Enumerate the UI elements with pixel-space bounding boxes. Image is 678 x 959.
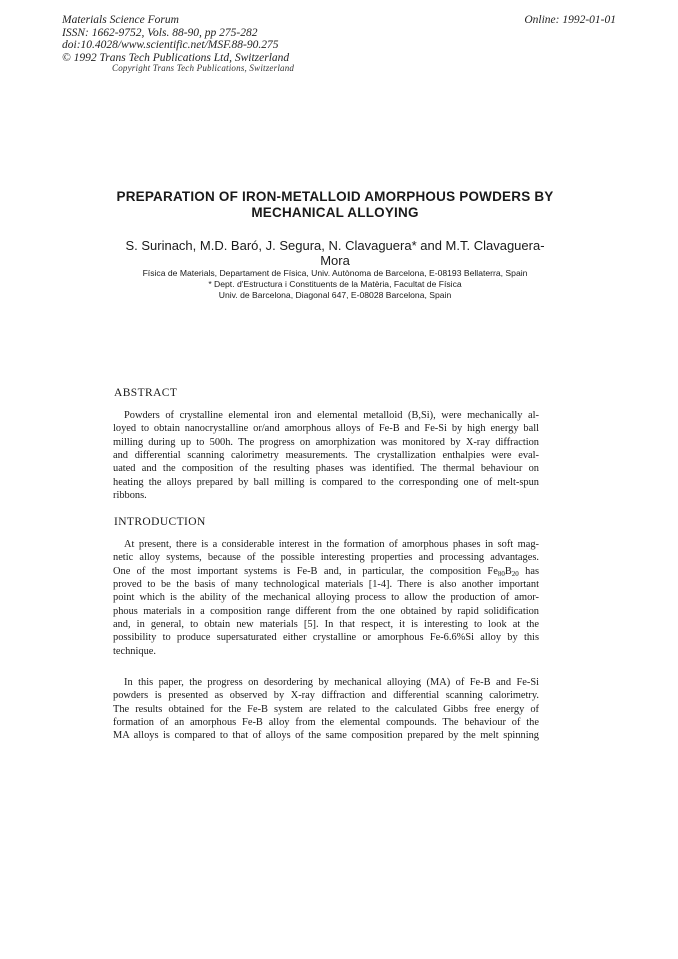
issn-line: ISSN: 1662-9752, Vols. 88-90, pp 275-282	[62, 26, 258, 39]
text-line: loyed to obtain nanocrystalline or/and amorphous alloys of Fe-B and Fe-Si by high energy ball	[113, 423, 539, 435]
text-line: phous materials in a composition range different from the one obtained by rapid solidification	[113, 605, 539, 617]
title-line: MECHANICAL ALLOYING	[251, 205, 419, 220]
text-line: heating the alloys prepared by ball milling is compared to the corresponding one of melt-spun	[113, 476, 539, 488]
paper-title	[110, 189, 560, 221]
text-line: formation of an amorphous Fe-B alloy from the elemental compounds. The behaviour of the	[113, 717, 539, 729]
online-date: Online: 1992-01-01	[524, 14, 616, 26]
text-line: possibility to produce supersaturated either crystalline or amorphous Fe-6.6%Si alloy by this	[113, 632, 539, 644]
authors-line: S. Surinach, M.D. Baró, J. Segura, N. Clavaguera* and M.T. Clavaguera-	[125, 238, 545, 253]
text-line: powders is presented as observed by X-ray diffraction and differential scanning calorimetry.	[113, 690, 539, 702]
affiliation-line: * Dept. d'Estructura i Constituents de la Matèria, Facultat de Física	[208, 279, 462, 289]
journal-name: Materials Science Forum	[62, 14, 179, 26]
text-line: proved to be the basis of many technological materials [1-4]. There is also another important	[113, 579, 539, 591]
doi-line[interactable]: doi:10.4028/www.scientific.net/MSF.88-90.275	[62, 39, 279, 52]
boron-symbol: B	[504, 565, 512, 577]
paper-authors	[110, 238, 560, 268]
introduction-heading: INTRODUCTION	[114, 516, 206, 528]
title-line: PREPARATION OF IRON-METALLOID AMORPHOUS POWDERS BY	[116, 189, 554, 204]
text-line-with-formula	[113, 565, 539, 578]
abstract-heading: ABSTRACT	[114, 387, 178, 399]
text-line: The results obtained for the Fe-B system are related to the calculated Gibbs free energy of	[113, 703, 539, 715]
journal-header	[62, 14, 289, 64]
authors-line: Mora	[320, 253, 350, 268]
affiliation-line: Física de Materials, Departament de Física, Univ. Autònoma de Barcelona, E-08193 Bellaterra, Spain	[142, 268, 528, 278]
text-line: point which is the ability of the mechanical alloying process to allow the production of amor-	[113, 592, 539, 604]
text-line: and differential scanning calorimetry measurements. The crystallization enthalpies were eval-	[113, 450, 539, 462]
text-line: netic alloy systems, because of the possible interesting properties and processing advantages.	[113, 552, 539, 564]
formula-suffix-text: has	[518, 565, 539, 577]
copyright-line: © 1992 Trans Tech Publications Ltd, Switzerland	[62, 51, 290, 64]
text-line: uated and the composition of the resulting phases was identified. The thermal behaviour on	[113, 463, 539, 475]
text-line: milling during up to 500h. The progress on amorphization was monitored by X-ray diffraction	[113, 436, 539, 448]
text-line: technique.	[113, 645, 156, 657]
fe-subscript: 80	[497, 569, 505, 578]
introduction-paragraph-2	[113, 676, 539, 743]
text-line: Powders of crystalline elemental iron and elemental metalloid (B,Si), were mechanically al-	[124, 410, 539, 421]
introduction-paragraph-1	[113, 538, 539, 658]
affiliations	[100, 268, 570, 301]
text-line: At present, there is a considerable interest in the formation of amorphous phases in soft mag-	[124, 539, 539, 550]
faint-copyright-stamp: Copyright Trans Tech Publications, Switzerland	[112, 63, 295, 73]
text-line: and, in general, to obtain new materials [5]. In that respect, it is interesting to look at the	[113, 619, 539, 631]
abstract-body	[113, 409, 539, 502]
affiliation-line: Univ. de Barcelona, Diagonal 647, E-08028 Barcelona, Spain	[218, 290, 452, 300]
text-line: MA alloys is compared to that of alloys of the same composition prepared by the melt spinning	[113, 730, 539, 742]
b-subscript: 20	[511, 569, 519, 578]
formula-prefix-text: One of the most important systems is Fe-B and, in particular, the composition Fe	[113, 565, 498, 577]
text-line: In this paper, the progress on desordering by mechanical alloying (MA) of Fe-B and Fe-Si	[124, 677, 539, 688]
text-line: ribbons.	[113, 490, 147, 502]
